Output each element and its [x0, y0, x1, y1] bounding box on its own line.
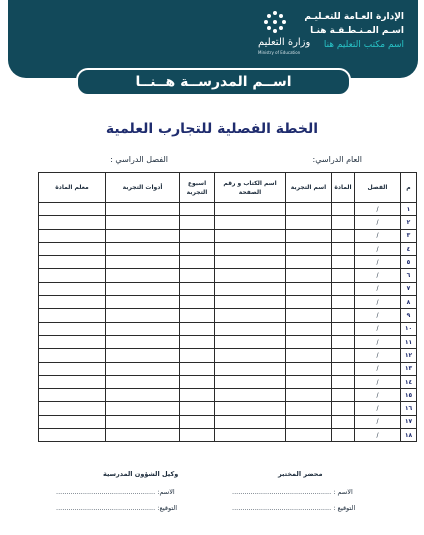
- teacher-cell[interactable]: [39, 362, 106, 375]
- teacher-cell[interactable]: [39, 375, 106, 388]
- lab-assistant-title: محضر المختبر: [278, 470, 323, 478]
- lab-signature-field[interactable]: [232, 504, 355, 512]
- class-cell[interactable]: /: [355, 216, 401, 229]
- table-row: [39, 242, 417, 255]
- tools-cell[interactable]: [106, 203, 180, 216]
- teacher-cell[interactable]: [39, 415, 106, 428]
- row-number: ٣: [401, 229, 417, 242]
- experiment-name-cell[interactable]: [286, 216, 332, 229]
- header-experiment-tools: أدوات التجربة: [106, 173, 180, 203]
- teacher-cell[interactable]: [39, 349, 106, 362]
- subject-cell[interactable]: [332, 256, 355, 269]
- tools-cell[interactable]: [106, 429, 180, 442]
- lab-name-label: الاسم :: [333, 488, 353, 496]
- book-page-cell[interactable]: [215, 322, 286, 335]
- tools-cell[interactable]: [106, 309, 180, 322]
- class-cell[interactable]: /: [355, 309, 401, 322]
- tools-cell[interactable]: [106, 282, 180, 295]
- week-cell[interactable]: [180, 282, 215, 295]
- row-number: ٥: [401, 256, 417, 269]
- lab-signature-label: التوقيع :: [333, 504, 356, 512]
- table-row: [39, 229, 417, 242]
- teacher-cell[interactable]: [39, 282, 106, 295]
- book-page-cell[interactable]: [215, 203, 286, 216]
- row-number: ٦: [401, 269, 417, 282]
- week-cell[interactable]: [180, 335, 215, 348]
- class-cell[interactable]: /: [355, 429, 401, 442]
- week-cell[interactable]: [180, 256, 215, 269]
- row-number: ١٤: [401, 375, 417, 388]
- logo-dots-icon: [264, 11, 286, 33]
- table-body: [39, 203, 417, 442]
- deputy-signature-dots: ................................................: [56, 504, 156, 512]
- book-page-cell[interactable]: [215, 296, 286, 309]
- subject-cell[interactable]: [332, 216, 355, 229]
- teacher-cell[interactable]: [39, 402, 106, 415]
- deputy-name-field[interactable]: [56, 488, 175, 496]
- row-number: ١: [401, 203, 417, 216]
- book-page-cell[interactable]: [215, 415, 286, 428]
- header-subject: المادة: [332, 173, 355, 203]
- class-cell[interactable]: /: [355, 362, 401, 375]
- week-cell[interactable]: [180, 309, 215, 322]
- table-row: [39, 349, 417, 362]
- header-class: الفصل: [355, 173, 401, 203]
- class-cell[interactable]: /: [355, 349, 401, 362]
- subject-cell[interactable]: [332, 362, 355, 375]
- general-directorate-line: الإدارة العـامة للتعـليـم: [304, 12, 404, 22]
- table-row: [39, 362, 417, 375]
- book-page-cell[interactable]: [215, 269, 286, 282]
- row-number: ٩: [401, 309, 417, 322]
- row-number: ٨: [401, 296, 417, 309]
- subject-cell[interactable]: [332, 269, 355, 282]
- experiment-name-cell[interactable]: [286, 322, 332, 335]
- subject-cell[interactable]: [332, 349, 355, 362]
- tools-cell[interactable]: [106, 402, 180, 415]
- table-row: [39, 389, 417, 402]
- book-page-cell[interactable]: [215, 242, 286, 255]
- tools-cell[interactable]: [106, 229, 180, 242]
- row-number: ٢: [401, 216, 417, 229]
- class-cell[interactable]: /: [355, 402, 401, 415]
- row-number: ١٣: [401, 362, 417, 375]
- class-cell[interactable]: /: [355, 322, 401, 335]
- deputy-name-label: الاسم:: [157, 488, 175, 496]
- class-cell[interactable]: /: [355, 269, 401, 282]
- experiment-name-cell[interactable]: [286, 256, 332, 269]
- table-row: [39, 216, 417, 229]
- tools-cell[interactable]: [106, 335, 180, 348]
- book-page-cell[interactable]: [215, 309, 286, 322]
- subject-cell[interactable]: [332, 282, 355, 295]
- class-cell[interactable]: /: [355, 375, 401, 388]
- subject-cell[interactable]: [332, 335, 355, 348]
- tools-cell[interactable]: [106, 415, 180, 428]
- week-cell[interactable]: [180, 229, 215, 242]
- teacher-cell[interactable]: [39, 389, 106, 402]
- book-page-cell[interactable]: [215, 429, 286, 442]
- table-row: [39, 429, 417, 442]
- header-subject-teacher: معلم المادة: [39, 173, 106, 203]
- experiment-name-cell[interactable]: [286, 389, 332, 402]
- table-row: [39, 256, 417, 269]
- book-page-cell[interactable]: [215, 282, 286, 295]
- week-cell[interactable]: [180, 429, 215, 442]
- subject-cell[interactable]: [332, 203, 355, 216]
- subject-cell[interactable]: [332, 242, 355, 255]
- table-row: [39, 322, 417, 335]
- school-name-banner: اســم المدرســة هــنــا: [76, 68, 351, 96]
- tools-cell[interactable]: [106, 269, 180, 282]
- class-cell[interactable]: /: [355, 256, 401, 269]
- week-cell[interactable]: [180, 322, 215, 335]
- table-row: [39, 296, 417, 309]
- tools-cell[interactable]: [106, 362, 180, 375]
- lab-signature-dots: ................................................: [232, 504, 332, 512]
- book-page-cell[interactable]: [215, 349, 286, 362]
- row-number: ١٠: [401, 322, 417, 335]
- week-cell[interactable]: [180, 362, 215, 375]
- table-header-row: [39, 173, 417, 203]
- tools-cell[interactable]: [106, 349, 180, 362]
- subject-cell[interactable]: [332, 296, 355, 309]
- teacher-cell[interactable]: [39, 256, 106, 269]
- row-number: ١٢: [401, 349, 417, 362]
- row-number: ١٨: [401, 429, 417, 442]
- teacher-cell[interactable]: [39, 216, 106, 229]
- table-row: [39, 415, 417, 428]
- tools-cell[interactable]: [106, 296, 180, 309]
- term-label: الفصل الدراسي :: [110, 155, 168, 164]
- class-cell[interactable]: /: [355, 282, 401, 295]
- book-page-cell[interactable]: [215, 256, 286, 269]
- week-cell[interactable]: [180, 389, 215, 402]
- book-page-cell[interactable]: [215, 389, 286, 402]
- experiment-name-cell[interactable]: [286, 362, 332, 375]
- row-number: ١٧: [401, 415, 417, 428]
- tools-cell[interactable]: [106, 389, 180, 402]
- experiment-name-cell[interactable]: [286, 242, 332, 255]
- book-page-cell[interactable]: [215, 335, 286, 348]
- week-cell[interactable]: [180, 296, 215, 309]
- table-row: [39, 282, 417, 295]
- week-cell[interactable]: [180, 402, 215, 415]
- subject-cell[interactable]: [332, 402, 355, 415]
- logo-arabic-text: وزارة التعليم: [258, 37, 311, 48]
- tools-cell[interactable]: [106, 256, 180, 269]
- class-cell[interactable]: /: [355, 389, 401, 402]
- tools-cell[interactable]: [106, 322, 180, 335]
- experiment-name-cell[interactable]: [286, 429, 332, 442]
- book-page-cell[interactable]: [215, 375, 286, 388]
- tools-cell[interactable]: [106, 242, 180, 255]
- week-cell[interactable]: [180, 242, 215, 255]
- teacher-cell[interactable]: [39, 309, 106, 322]
- book-page-cell[interactable]: [215, 229, 286, 242]
- teacher-cell[interactable]: [39, 269, 106, 282]
- subject-cell[interactable]: [332, 309, 355, 322]
- teacher-cell[interactable]: [39, 429, 106, 442]
- row-number: ١١: [401, 335, 417, 348]
- teacher-cell[interactable]: [39, 335, 106, 348]
- table-row: [39, 402, 417, 415]
- header-band: [8, 0, 418, 78]
- office-name-line: اسم مكتب التعليم هنا: [323, 40, 404, 50]
- class-cell[interactable]: /: [355, 335, 401, 348]
- header-book-page: اسم الكتاب و رقم الصفحة: [215, 173, 286, 203]
- row-number: ١٦: [401, 402, 417, 415]
- header-index: م: [401, 173, 417, 203]
- book-page-cell[interactable]: [215, 402, 286, 415]
- week-cell[interactable]: [180, 415, 215, 428]
- class-cell[interactable]: /: [355, 203, 401, 216]
- experiment-name-cell[interactable]: [286, 375, 332, 388]
- week-cell[interactable]: [180, 269, 215, 282]
- subject-cell[interactable]: [332, 322, 355, 335]
- teacher-cell[interactable]: [39, 203, 106, 216]
- subject-cell[interactable]: [332, 415, 355, 428]
- experiment-name-cell[interactable]: [286, 402, 332, 415]
- row-number: ٧: [401, 282, 417, 295]
- subject-cell[interactable]: [332, 389, 355, 402]
- week-cell[interactable]: [180, 216, 215, 229]
- experiment-name-cell[interactable]: [286, 415, 332, 428]
- class-cell[interactable]: /: [355, 296, 401, 309]
- week-cell[interactable]: [180, 375, 215, 388]
- lab-name-dots: ................................................: [232, 488, 332, 496]
- experiment-name-cell[interactable]: [286, 229, 332, 242]
- experiments-table: [38, 172, 417, 442]
- deputy-signature-field[interactable]: [56, 504, 177, 512]
- header-experiment-name: اسم التجربة: [286, 173, 332, 203]
- table-row: [39, 203, 417, 216]
- ministry-logo: [258, 11, 322, 55]
- row-number: ١٥: [401, 389, 417, 402]
- table-row: [39, 335, 417, 348]
- experiment-name-cell[interactable]: [286, 282, 332, 295]
- header-experiment-week: اسبوع التجربة: [180, 173, 215, 203]
- table-row: [39, 269, 417, 282]
- row-number: ٤: [401, 242, 417, 255]
- page-title: الخطة الفصلية للتجارب العلمية: [105, 121, 319, 137]
- experiment-name-cell[interactable]: [286, 296, 332, 309]
- experiment-name-cell[interactable]: [286, 203, 332, 216]
- tools-cell[interactable]: [106, 375, 180, 388]
- week-cell[interactable]: [180, 203, 215, 216]
- experiment-name-cell[interactable]: [286, 335, 332, 348]
- table-row: [39, 375, 417, 388]
- class-cell[interactable]: /: [355, 415, 401, 428]
- book-page-cell[interactable]: [215, 362, 286, 375]
- experiment-name-cell[interactable]: [286, 309, 332, 322]
- experiment-name-cell[interactable]: [286, 349, 332, 362]
- academic-year-label: العام الدراسي:: [312, 155, 362, 164]
- teacher-cell[interactable]: [39, 242, 106, 255]
- class-cell[interactable]: /: [355, 229, 401, 242]
- table-row: [39, 309, 417, 322]
- logo-english-text: Ministry of Education: [258, 50, 301, 55]
- experiment-name-cell[interactable]: [286, 269, 332, 282]
- week-cell[interactable]: [180, 349, 215, 362]
- tools-cell[interactable]: [106, 216, 180, 229]
- teacher-cell[interactable]: [39, 322, 106, 335]
- school-affairs-deputy-title: وكيل الشؤون المدرسية: [103, 470, 179, 478]
- deputy-signature-label: التوقيع:: [157, 504, 178, 512]
- teacher-cell[interactable]: [39, 296, 106, 309]
- deputy-name-dots: ................................................: [56, 488, 156, 496]
- teacher-cell[interactable]: [39, 229, 106, 242]
- class-cell[interactable]: /: [355, 242, 401, 255]
- subject-cell[interactable]: [332, 375, 355, 388]
- lab-name-field[interactable]: [232, 488, 353, 496]
- region-name-line: اسـم المـنـطـقـة هنـا: [310, 26, 404, 36]
- subject-cell[interactable]: [332, 429, 355, 442]
- book-page-cell[interactable]: [215, 216, 286, 229]
- subject-cell[interactable]: [332, 229, 355, 242]
